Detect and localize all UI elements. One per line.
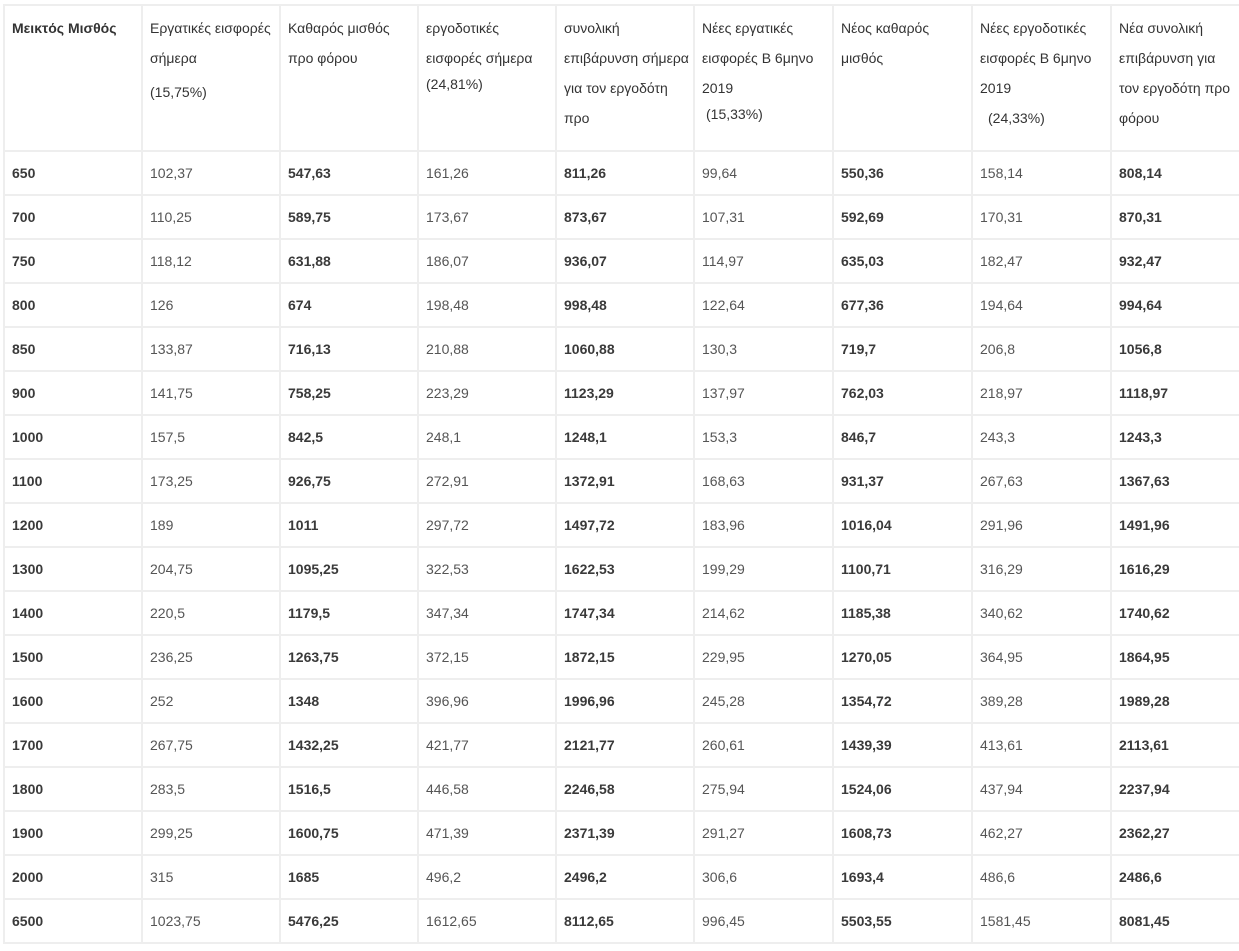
cell-employee-contributions-today: 299,25 — [142, 811, 280, 855]
cell-net-salary-before-tax: 674 — [280, 283, 418, 327]
cell-employee-contributions-today: 283,5 — [142, 767, 280, 811]
cell-new-employee-contributions: 275,94 — [694, 767, 833, 811]
cell-employee-contributions-today: 315 — [142, 855, 280, 899]
table-row — [4, 723, 1239, 767]
cell-total-employer-cost-today: 1497,72 — [556, 503, 694, 547]
cell-new-net-salary: 1524,06 — [833, 767, 972, 811]
cell-employer-contributions-today: 272,91 — [418, 459, 556, 503]
header-employee-contributions-today — [142, 5, 280, 151]
cell-total-employer-cost-today: 2246,58 — [556, 767, 694, 811]
cell-gross-salary: 1400 — [4, 591, 142, 635]
header-new-employer-contributions-rate: (24,33%) — [988, 110, 1045, 126]
header-new-total-employer-cost — [1111, 5, 1239, 151]
cell-new-employee-contributions: 260,61 — [694, 723, 833, 767]
cell-new-net-salary: 592,69 — [833, 195, 972, 239]
cell-new-net-salary: 846,7 — [833, 415, 972, 459]
table-row — [4, 635, 1239, 679]
cell-new-net-salary: 1693,4 — [833, 855, 972, 899]
cell-new-total-employer-cost: 1367,63 — [1111, 459, 1239, 503]
cell-net-salary-before-tax: 5476,25 — [280, 899, 418, 943]
cell-net-salary-before-tax: 1095,25 — [280, 547, 418, 591]
cell-employee-contributions-today: 1023,75 — [142, 899, 280, 943]
cell-net-salary-before-tax: 1263,75 — [280, 635, 418, 679]
cell-employee-contributions-today: 236,25 — [142, 635, 280, 679]
cell-employer-contributions-today: 198,48 — [418, 283, 556, 327]
cell-new-net-salary: 1354,72 — [833, 679, 972, 723]
cell-total-employer-cost-today: 1248,1 — [556, 415, 694, 459]
header-new-employer-contributions-label: Νέες εργοδοτικές εισφορές Β 6μηνο 2019 — [980, 20, 1092, 96]
cell-employee-contributions-today: 220,5 — [142, 591, 280, 635]
header-new-net-salary — [833, 5, 972, 151]
cell-new-total-employer-cost: 2237,94 — [1111, 767, 1239, 811]
cell-new-total-employer-cost: 1989,28 — [1111, 679, 1239, 723]
cell-new-employee-contributions: 130,3 — [694, 327, 833, 371]
cell-new-total-employer-cost: 1616,29 — [1111, 547, 1239, 591]
cell-new-employer-contributions: 316,29 — [972, 547, 1111, 591]
header-employer-contributions-today-rate: (24,81%) — [426, 76, 483, 92]
cell-total-employer-cost-today: 2496,2 — [556, 855, 694, 899]
header-new-employee-contributions-rate: (15,33%) — [706, 106, 763, 122]
cell-gross-salary: 1100 — [4, 459, 142, 503]
cell-new-employer-contributions: 170,31 — [972, 195, 1111, 239]
cell-new-employee-contributions: 107,31 — [694, 195, 833, 239]
header-employer-contributions-today — [418, 5, 556, 151]
cell-gross-salary: 750 — [4, 239, 142, 283]
cell-gross-salary: 1300 — [4, 547, 142, 591]
cell-new-net-salary: 762,03 — [833, 371, 972, 415]
cell-total-employer-cost-today: 998,48 — [556, 283, 694, 327]
cell-employee-contributions-today: 157,5 — [142, 415, 280, 459]
cell-new-total-employer-cost: 2486,6 — [1111, 855, 1239, 899]
table-row — [4, 195, 1239, 239]
cell-new-employer-contributions: 158,14 — [972, 151, 1111, 195]
cell-new-employer-contributions: 413,61 — [972, 723, 1111, 767]
cell-gross-salary: 1500 — [4, 635, 142, 679]
cell-new-total-employer-cost: 2113,61 — [1111, 723, 1239, 767]
cell-total-employer-cost-today: 2121,77 — [556, 723, 694, 767]
cell-net-salary-before-tax: 926,75 — [280, 459, 418, 503]
cell-new-employer-contributions: 340,62 — [972, 591, 1111, 635]
cell-net-salary-before-tax: 1685 — [280, 855, 418, 899]
cell-employee-contributions-today: 204,75 — [142, 547, 280, 591]
cell-employer-contributions-today: 297,72 — [418, 503, 556, 547]
cell-net-salary-before-tax: 716,13 — [280, 327, 418, 371]
cell-new-net-salary: 677,36 — [833, 283, 972, 327]
cell-net-salary-before-tax: 842,5 — [280, 415, 418, 459]
cell-total-employer-cost-today: 811,26 — [556, 151, 694, 195]
cell-new-employee-contributions: 199,29 — [694, 547, 833, 591]
cell-new-employer-contributions: 462,27 — [972, 811, 1111, 855]
cell-employee-contributions-today: 133,87 — [142, 327, 280, 371]
cell-employer-contributions-today: 161,26 — [418, 151, 556, 195]
cell-net-salary-before-tax: 631,88 — [280, 239, 418, 283]
header-total-employer-cost-today-label: συνολική επιβάρυνση σήμερα για τον εργοδότη προ — [564, 20, 689, 126]
cell-employee-contributions-today: 267,75 — [142, 723, 280, 767]
cell-gross-salary: 700 — [4, 195, 142, 239]
cell-gross-salary: 1600 — [4, 679, 142, 723]
cell-employer-contributions-today: 446,58 — [418, 767, 556, 811]
cell-gross-salary: 1800 — [4, 767, 142, 811]
cell-employer-contributions-today: 421,77 — [418, 723, 556, 767]
cell-new-employer-contributions: 291,96 — [972, 503, 1111, 547]
cell-gross-salary: 6500 — [4, 899, 142, 943]
header-new-employee-contributions-label: Νέες εργατικές εισφορές Β 6μηνο 2019 — [702, 20, 814, 96]
cell-new-net-salary: 1270,05 — [833, 635, 972, 679]
cell-employer-contributions-today: 210,88 — [418, 327, 556, 371]
cell-total-employer-cost-today: 1872,15 — [556, 635, 694, 679]
cell-new-net-salary: 1608,73 — [833, 811, 972, 855]
cell-new-employee-contributions: 137,97 — [694, 371, 833, 415]
cell-total-employer-cost-today: 2371,39 — [556, 811, 694, 855]
cell-new-total-employer-cost: 1740,62 — [1111, 591, 1239, 635]
cell-employer-contributions-today: 471,39 — [418, 811, 556, 855]
cell-total-employer-cost-today: 1622,53 — [556, 547, 694, 591]
header-total-employer-cost-today — [556, 5, 694, 151]
cell-net-salary-before-tax: 1179,5 — [280, 591, 418, 635]
cell-employee-contributions-today: 252 — [142, 679, 280, 723]
header-employee-contributions-today-label: Εργατικές εισφορές σήμερα — [150, 20, 271, 66]
cell-total-employer-cost-today: 1123,29 — [556, 371, 694, 415]
table-row — [4, 283, 1239, 327]
cell-new-employer-contributions: 182,47 — [972, 239, 1111, 283]
cell-total-employer-cost-today: 873,67 — [556, 195, 694, 239]
cell-new-employer-contributions: 1581,45 — [972, 899, 1111, 943]
cell-new-employer-contributions: 243,3 — [972, 415, 1111, 459]
header-employer-contributions-today-label: εργοδοτικές εισφορές σήμερα — [426, 20, 533, 66]
cell-new-total-employer-cost: 8081,45 — [1111, 899, 1239, 943]
table-row — [4, 503, 1239, 547]
cell-new-total-employer-cost: 1243,3 — [1111, 415, 1239, 459]
cell-net-salary-before-tax: 1516,5 — [280, 767, 418, 811]
cell-employer-contributions-today: 1612,65 — [418, 899, 556, 943]
table-row — [4, 327, 1239, 371]
cell-employee-contributions-today: 189 — [142, 503, 280, 547]
cell-new-net-salary: 5503,55 — [833, 899, 972, 943]
cell-new-net-salary: 1439,39 — [833, 723, 972, 767]
cell-gross-salary: 1000 — [4, 415, 142, 459]
cell-gross-salary: 1700 — [4, 723, 142, 767]
cell-new-employee-contributions: 114,97 — [694, 239, 833, 283]
salary-contributions-table — [3, 4, 1239, 944]
cell-employer-contributions-today: 347,34 — [418, 591, 556, 635]
cell-total-employer-cost-today: 1060,88 — [556, 327, 694, 371]
cell-new-employee-contributions: 153,3 — [694, 415, 833, 459]
cell-employee-contributions-today: 126 — [142, 283, 280, 327]
cell-employee-contributions-today: 102,37 — [142, 151, 280, 195]
table-row — [4, 899, 1239, 943]
header-gross-salary — [4, 5, 142, 151]
cell-new-net-salary: 719,7 — [833, 327, 972, 371]
cell-new-employee-contributions: 306,6 — [694, 855, 833, 899]
cell-total-employer-cost-today: 8112,65 — [556, 899, 694, 943]
cell-new-employee-contributions: 122,64 — [694, 283, 833, 327]
cell-new-total-employer-cost: 1864,95 — [1111, 635, 1239, 679]
cell-new-net-salary: 550,36 — [833, 151, 972, 195]
cell-new-net-salary: 635,03 — [833, 239, 972, 283]
cell-employer-contributions-today: 223,29 — [418, 371, 556, 415]
cell-net-salary-before-tax: 1348 — [280, 679, 418, 723]
table-row — [4, 239, 1239, 283]
cell-new-employee-contributions: 99,64 — [694, 151, 833, 195]
cell-new-net-salary: 1016,04 — [833, 503, 972, 547]
cell-new-employer-contributions: 389,28 — [972, 679, 1111, 723]
cell-new-total-employer-cost: 870,31 — [1111, 195, 1239, 239]
cell-new-total-employer-cost: 1056,8 — [1111, 327, 1239, 371]
cell-employer-contributions-today: 396,96 — [418, 679, 556, 723]
cell-new-employee-contributions: 214,62 — [694, 591, 833, 635]
cell-new-employee-contributions: 291,27 — [694, 811, 833, 855]
header-new-employer-contributions — [972, 5, 1111, 151]
cell-new-net-salary: 1185,38 — [833, 591, 972, 635]
cell-employer-contributions-today: 496,2 — [418, 855, 556, 899]
header-gross-salary-label: Μεικτός Μισθός — [12, 20, 117, 36]
table-body — [4, 151, 1239, 943]
table-row — [4, 855, 1239, 899]
cell-new-employer-contributions: 218,97 — [972, 371, 1111, 415]
cell-new-total-employer-cost: 808,14 — [1111, 151, 1239, 195]
cell-new-total-employer-cost: 994,64 — [1111, 283, 1239, 327]
cell-new-employee-contributions: 229,95 — [694, 635, 833, 679]
cell-new-net-salary: 931,37 — [833, 459, 972, 503]
cell-net-salary-before-tax: 589,75 — [280, 195, 418, 239]
header-row — [4, 5, 1239, 151]
cell-new-net-salary: 1100,71 — [833, 547, 972, 591]
cell-gross-salary: 650 — [4, 151, 142, 195]
cell-gross-salary: 2000 — [4, 855, 142, 899]
cell-employer-contributions-today: 248,1 — [418, 415, 556, 459]
table-header — [4, 5, 1239, 151]
cell-gross-salary: 850 — [4, 327, 142, 371]
cell-total-employer-cost-today: 1747,34 — [556, 591, 694, 635]
table-row — [4, 547, 1239, 591]
header-new-total-employer-cost-label: Νέα συνολική επιβάρυνση για τον εργοδότη προ φόρου — [1119, 20, 1230, 126]
cell-new-employee-contributions: 996,45 — [694, 899, 833, 943]
cell-total-employer-cost-today: 1996,96 — [556, 679, 694, 723]
cell-new-total-employer-cost: 932,47 — [1111, 239, 1239, 283]
cell-employee-contributions-today: 110,25 — [142, 195, 280, 239]
cell-gross-salary: 900 — [4, 371, 142, 415]
table-row — [4, 415, 1239, 459]
table-row — [4, 459, 1239, 503]
table-row — [4, 151, 1239, 195]
header-employee-contributions-today-rate: (15,75%) — [150, 84, 207, 100]
cell-new-employee-contributions: 168,63 — [694, 459, 833, 503]
header-net-salary-before-tax — [280, 5, 418, 151]
header-net-salary-before-tax-label: Καθαρός μισθός προ φόρου — [288, 20, 390, 66]
table-row — [4, 679, 1239, 723]
cell-employer-contributions-today: 173,67 — [418, 195, 556, 239]
cell-employer-contributions-today: 322,53 — [418, 547, 556, 591]
cell-net-salary-before-tax: 1600,75 — [280, 811, 418, 855]
cell-employer-contributions-today: 372,15 — [418, 635, 556, 679]
table-row — [4, 591, 1239, 635]
cell-employee-contributions-today: 118,12 — [142, 239, 280, 283]
cell-new-total-employer-cost: 1118,97 — [1111, 371, 1239, 415]
cell-new-employer-contributions: 206,8 — [972, 327, 1111, 371]
cell-new-employee-contributions: 183,96 — [694, 503, 833, 547]
cell-new-total-employer-cost: 1491,96 — [1111, 503, 1239, 547]
table-row — [4, 811, 1239, 855]
cell-gross-salary: 800 — [4, 283, 142, 327]
cell-employee-contributions-today: 173,25 — [142, 459, 280, 503]
table-row — [4, 371, 1239, 415]
cell-employee-contributions-today: 141,75 — [142, 371, 280, 415]
header-new-employee-contributions — [694, 5, 833, 151]
cell-new-employer-contributions: 194,64 — [972, 283, 1111, 327]
cell-new-employer-contributions: 437,94 — [972, 767, 1111, 811]
cell-new-employer-contributions: 267,63 — [972, 459, 1111, 503]
header-new-net-salary-label: Νέος καθαρός μισθός — [841, 20, 930, 66]
cell-net-salary-before-tax: 1011 — [280, 503, 418, 547]
cell-new-total-employer-cost: 2362,27 — [1111, 811, 1239, 855]
cell-new-employer-contributions: 364,95 — [972, 635, 1111, 679]
cell-net-salary-before-tax: 1432,25 — [280, 723, 418, 767]
cell-net-salary-before-tax: 547,63 — [280, 151, 418, 195]
cell-net-salary-before-tax: 758,25 — [280, 371, 418, 415]
table-row — [4, 767, 1239, 811]
cell-total-employer-cost-today: 1372,91 — [556, 459, 694, 503]
cell-gross-salary: 1900 — [4, 811, 142, 855]
cell-employer-contributions-today: 186,07 — [418, 239, 556, 283]
cell-gross-salary: 1200 — [4, 503, 142, 547]
cell-new-employee-contributions: 245,28 — [694, 679, 833, 723]
cell-new-employer-contributions: 486,6 — [972, 855, 1111, 899]
cell-total-employer-cost-today: 936,07 — [556, 239, 694, 283]
